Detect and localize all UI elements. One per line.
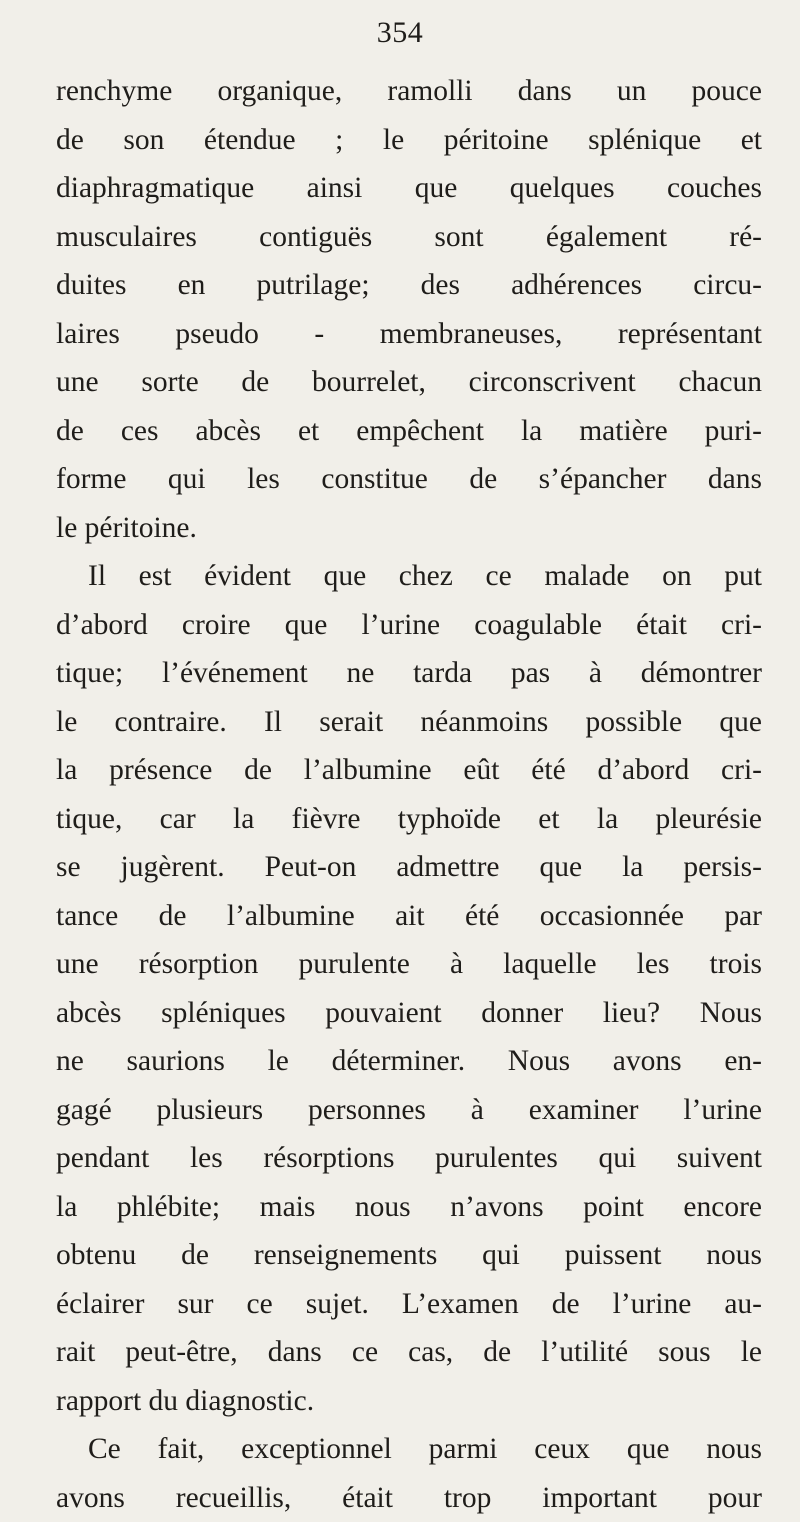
text-line: diaphragmatique ainsi que quelques couches bbox=[56, 164, 762, 213]
text-line: forme qui les constitue de s’épancher dans bbox=[56, 455, 762, 504]
page-number: 354 bbox=[0, 16, 800, 50]
text-line: rait peut-être, dans ce cas, de l’utilité sous le bbox=[56, 1328, 762, 1377]
text-line: duites en putrilage; des adhérences circu- bbox=[56, 261, 762, 310]
text-line: gagé plusieurs personnes à examiner l’urine bbox=[56, 1086, 762, 1135]
paragraph-start-line: Ce fait, exceptionnel parmi ceux que nous bbox=[56, 1425, 762, 1474]
text-line: musculaires contiguës sont également ré- bbox=[56, 213, 762, 262]
text-line: pendant les résorptions purulentes qui suivent bbox=[56, 1134, 762, 1183]
text-line: de son étendue ; le péritoine splénique et bbox=[56, 116, 762, 165]
text-line: le contraire. Il serait néanmoins possible que bbox=[56, 698, 762, 747]
text-line: ne saurions le déterminer. Nous avons en- bbox=[56, 1037, 762, 1086]
body-text bbox=[56, 67, 762, 1522]
text-line: laires pseudo - membraneuses, représentant bbox=[56, 310, 762, 359]
text-line: tique, car la fièvre typhoïde et la pleurésie bbox=[56, 795, 762, 844]
paragraph-start-line: Il est évident que chez ce malade on put bbox=[56, 552, 762, 601]
text-line: tance de l’albumine ait été occasionnée par bbox=[56, 892, 762, 941]
text-line: la présence de l’albumine eût été d’abord cri- bbox=[56, 746, 762, 795]
text-line: se jugèrent. Peut-on admettre que la persis- bbox=[56, 843, 762, 892]
text-line: avons recueillis, était trop important pour bbox=[56, 1474, 762, 1522]
text-line: la phlébite; mais nous n’avons point encore bbox=[56, 1183, 762, 1232]
text-line: éclairer sur ce sujet. L’examen de l’urine au- bbox=[56, 1280, 762, 1329]
text-line: renchyme organique, ramolli dans un pouce bbox=[56, 67, 762, 116]
text-line: une sorte de bourrelet, circonscrivent chacun bbox=[56, 358, 762, 407]
text-line: obtenu de renseignements qui puissent nous bbox=[56, 1231, 762, 1280]
text-line: le péritoine. bbox=[56, 504, 762, 553]
text-line: une résorption purulente à laquelle les trois bbox=[56, 940, 762, 989]
text-line: d’abord croire que l’urine coagulable était cri- bbox=[56, 601, 762, 650]
text-line: rapport du diagnostic. bbox=[56, 1377, 762, 1426]
text-line: de ces abcès et empêchent la matière puri- bbox=[56, 407, 762, 456]
text-line: tique; l’événement ne tarda pas à démontrer bbox=[56, 649, 762, 698]
text-line: abcès spléniques pouvaient donner lieu? Nous bbox=[56, 989, 762, 1038]
